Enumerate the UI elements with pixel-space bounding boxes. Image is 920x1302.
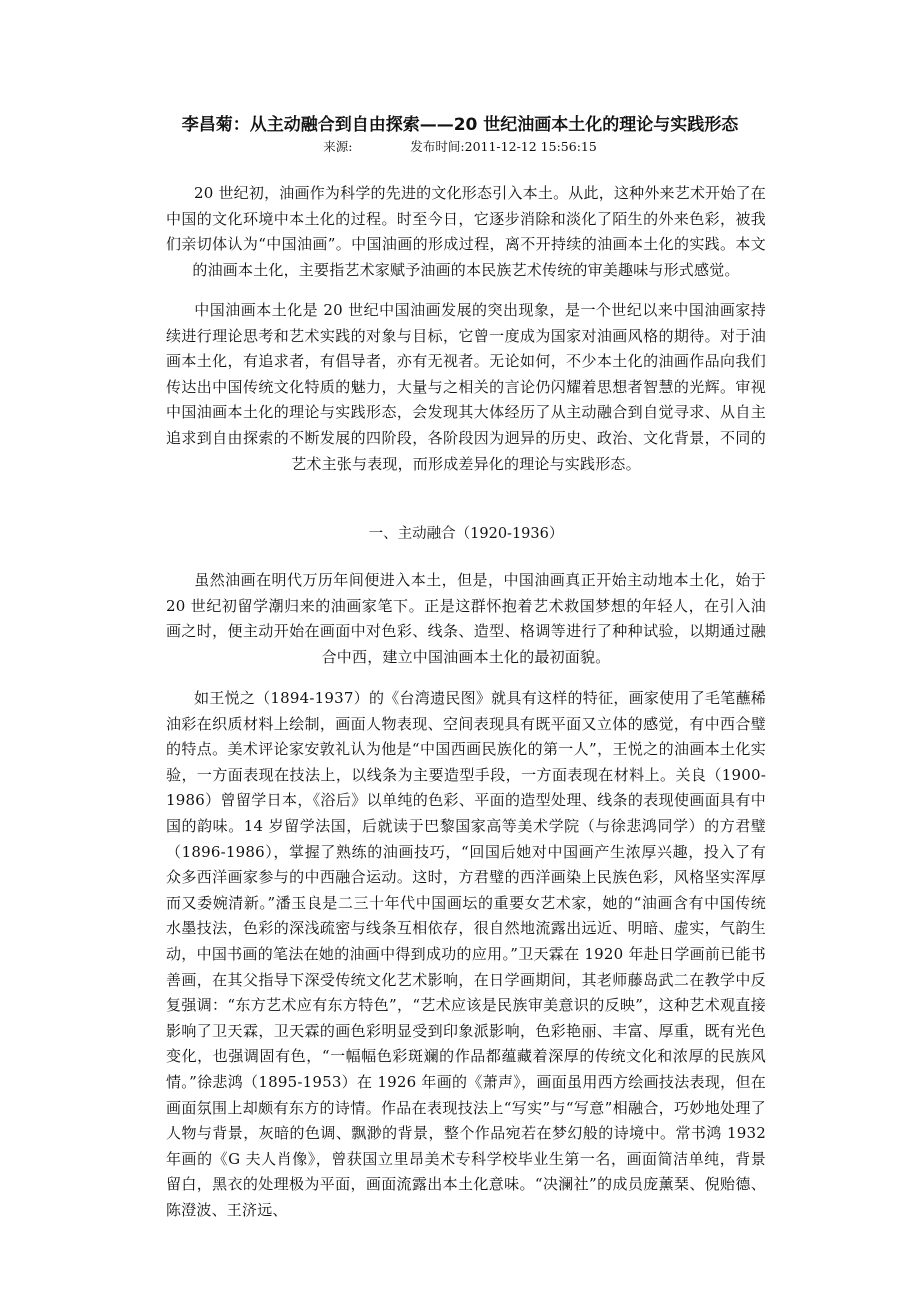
intro-paragraph-1: [166, 181, 766, 283]
section-paragraph-2: [166, 686, 766, 1219]
paragraph-text: 中国油画本土化是 20 世纪中国油画发展的突出现象，是一个世纪以来中国油画家持续进行理论思考和艺术实践的对象与目标，它曾一度成为国家对油画风格的期待。对于油画本土化，有追求者，有倡导者，亦有无视者。无论如何，不少本土化的油画作品向我们传达出中国传统文化特质的魅力，大量与之相关的言论仍闪耀着思想者智慧的光辉。审视中国油画本土化的理论与实践形态，会发现其大体经历了从主动融合到自觉寻求、从自主追求到自由探索的不断发展的四阶段，各阶段因为迥异的历史、政治、文化背景，不同的艺术主张与表现，而形成差异化的理论与实践形态。: [166, 301, 766, 473]
section-heading: 一、主动融合（1920-1936）: [368, 526, 564, 542]
paragraph-text: 20 世纪初，油画作为科学的先进的文化形态引入本土。从此，这种外来艺术开始了在中国的文化环境中本土化的过程。时至今日，它逐步消除和淡化了陌生的外来色彩，被我们亲切体认为“中国油画”。中国油画的形成过程，离不开持续的油画本土化的实践。本文的油画本土化，主要指艺术家赋予油画的本民族艺术传统的审美趣味与形式感觉。: [166, 184, 766, 279]
section-paragraph-1: [166, 568, 766, 670]
paragraph-text: 虽然油画在明代万历年间便进入本土，但是，中国油画真正开始主动地本土化，始于 20 世纪初留学潮归来的油画家笔下。正是这群怀抱着艺术救国梦想的年轻人，在引入油画之时，便主动开始在画面中对色彩、线条、造型、格调等进行了种种试验，以期通过融合中西，建立中国油画本土化的最初面貌。: [166, 571, 766, 666]
source-label: 来源:: [323, 139, 353, 154]
article-meta: [100, 138, 820, 156]
article-title: 李昌菊：从主动融合到自由探索——20 世纪油画本土化的理论与实践形态: [181, 115, 739, 135]
intro-paragraph-2: [166, 298, 766, 477]
published-label: 发布时间:: [410, 139, 465, 154]
published-at: 2011-12-12 15:56:15: [464, 139, 597, 154]
paragraph-text: 如王悦之（1894-1937）的《台湾遗民图》就具有这样的特征，画家使用了毛笔蘸稀油彩在织质材料上绘制，画面人物表现、空间表现具有既平面又立体的感觉，有中西合璧的特点。美术评论家安敦礼认为他是“中国西画民族化的第一人”，王悦之的油画本土化实验，一方面表现在技法上，以线条为主要造型手段，一方面表现在材料上。关良（1900-1986）曾留学日本，《浴后》以单纯的色彩、平面的造型处理、线条的表现使画面具有中国的韵味。14 岁留学法国，后就读于巴黎国家高等美术学院（与徐悲鸿同学）的方君璧（1896-1986），掌握了熟练的油画技巧，“回国后她对中国画产生浓厚兴趣，投入了有众多西洋画家参与的中西融合运动。这时，方君璧的西洋画染上民族色彩，风格坚实浑厚而又委婉清新。”潘玉良是二三十年代中国画坛的重要女艺术家，她的“油画含有中国传统水墨技法，色彩的深浅疏密与线条互相依存，很自然地流露出远近、明暗、虚实，气韵生动，中国书画的笔法在她的油画中得到成功的应用。”卫天霖在 1920 年赴日学画前已能书善画，在其父指导下深受传统文化艺术影响，在日学画期间，其老师藤岛武二在教学中反复强调：“东方艺术应有东方特色”，“艺术应该是民族审美意识的反映”，这种艺术观直接影响了卫天霖，卫天霖的画色彩明显受到印象派影响，色彩艳丽、丰富、厚重，既有光色变化，也强调固有色，“一幅幅色彩斑斓的作品都蕴藏着深厚的传统文化和浓厚的民族风情。”徐悲鸿（1895-1953）在 1926 年画的《萧声》，画面虽用西方绘画技法表现，但在画面氛围上却颇有东方的诗情。作品在表现技法上“写实”与“写意”相融合，巧妙地处理了人物与背景，灰暗的色调、飘渺的背景，整个作品宛若在梦幻般的诗境中。常书鸿 1932 年画的《G 夫人肖像》，曾获国立里昂美术专科学校毕业生第一名，画面简洁单纯，背景留白，黑衣的处理极为平面，画面流露出本土化意味。“决澜社”的成员庞薰琹、倪贻德、陈澄波、王济远、: [166, 689, 766, 1219]
